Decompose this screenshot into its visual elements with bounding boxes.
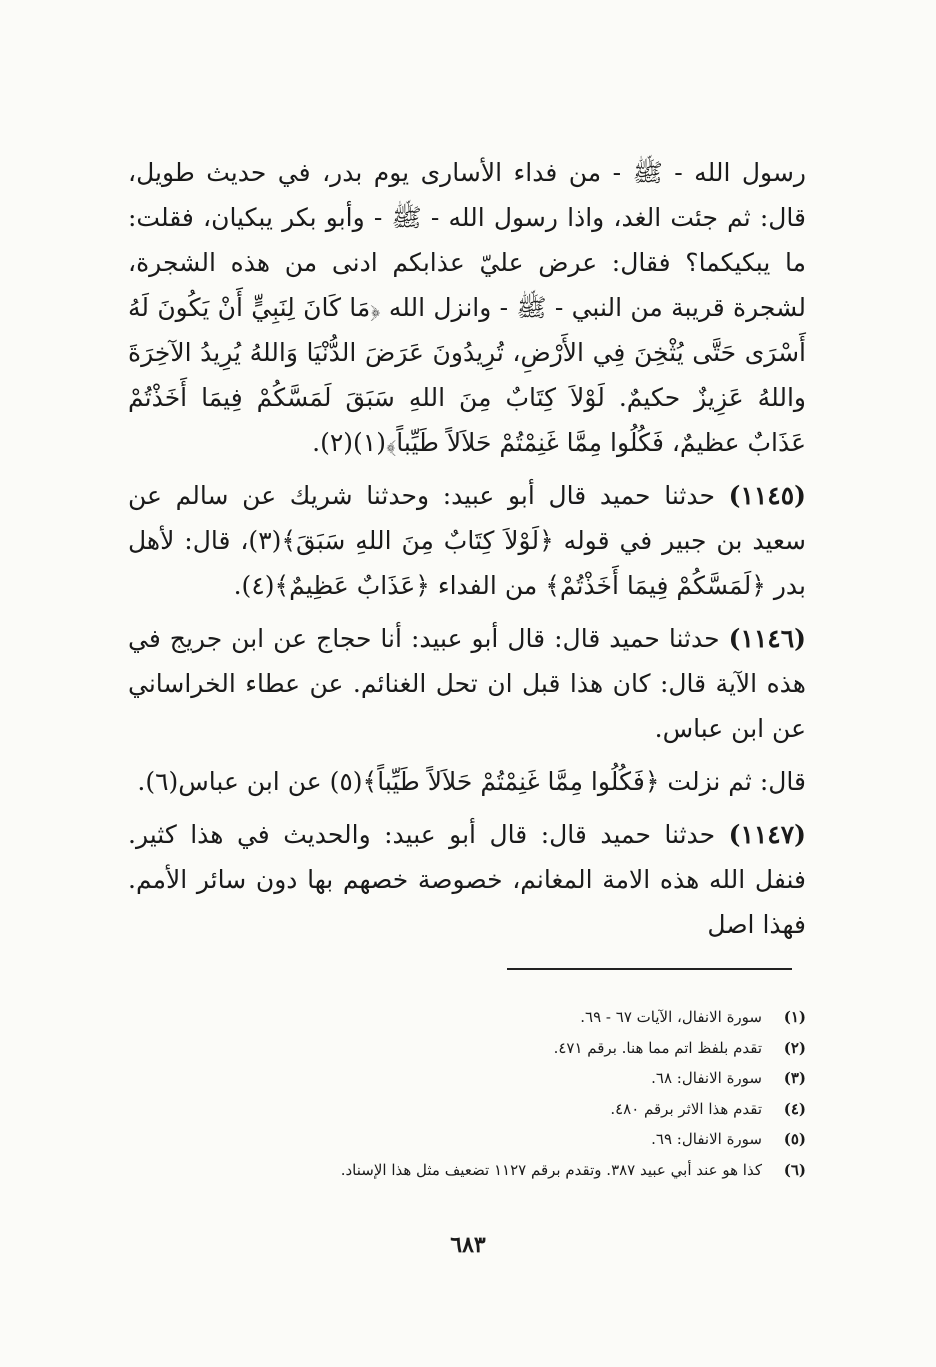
footnote-text: تقدم هذا الاثر برقم ٤٨٠. bbox=[610, 1099, 762, 1118]
hadith-text: قال: ثم نزلت bbox=[659, 767, 806, 796]
hadith-text: حدثنا حميد قال: قال أبو عبيد: والحديث في هذا كثير. فنفل الله هذه الامة المغانم، خصوصة خصهم بها دون سائر الأمم. فهذا اصل bbox=[128, 820, 806, 939]
hadith-text: حدثنا حميد قال أبو عبيد: وحدثنا شريك عن سالم عن سعيد بن جبير في قوله bbox=[128, 481, 806, 555]
hadith-text: حدثنا حميد قال: قال أبو عبيد: أنا حجاج عن ابن جريج في هذه الآية قال: كان هذا قبل ان تحل الغنائم. عن عطاء الخراساني عن ابن عباس. bbox=[128, 624, 806, 743]
footnote-refs: (١)(٢). bbox=[312, 428, 386, 457]
hadith-text: من الفداء bbox=[429, 571, 546, 600]
footnote-number: (٣) bbox=[783, 1069, 806, 1087]
footnote-text: سورة الانفال، الآيات ٦٧ - ٦٩. bbox=[580, 1008, 762, 1026]
footnote-text: سورة الانفال: ٦٨. bbox=[651, 1069, 762, 1087]
footnote-item bbox=[160, 1094, 806, 1125]
footnote-number: (٢) bbox=[783, 1038, 806, 1057]
footnote-item bbox=[160, 1155, 806, 1186]
footnote-item bbox=[160, 1033, 806, 1064]
quran-verse: ﴿عَذَابٌ عَظِيمٌ﴾ bbox=[274, 571, 430, 600]
paragraph-1147 bbox=[128, 812, 806, 947]
footnote-item bbox=[160, 1063, 806, 1094]
hadith-text: (٥) عن ابن عباس(٦). bbox=[137, 767, 363, 796]
footnote-separator bbox=[507, 968, 792, 970]
footnote-number: (٤) bbox=[783, 1099, 806, 1118]
hadith-number: (١١٤٦) bbox=[728, 624, 806, 653]
footnote-item bbox=[160, 1002, 806, 1033]
main-text bbox=[128, 150, 806, 947]
scan-artifact bbox=[78, 1300, 124, 1314]
hadith-number: (١١٤٥) bbox=[728, 481, 806, 510]
hadith-number: (١١٤٧) bbox=[728, 820, 806, 849]
footnote-number: (٥) bbox=[783, 1130, 806, 1148]
quran-verse: ﴿فَكُلُوا مِمَّا غَنِمْتُمْ حَلاَلاً طَيِّباً﴾ bbox=[362, 767, 660, 796]
page-number: ٦٨٣ bbox=[450, 1232, 486, 1258]
paragraph-1145 bbox=[128, 473, 806, 608]
footnote-text: تقدم بلفظ اتم مما هنا. برقم ٤٧١. bbox=[553, 1038, 762, 1057]
paragraph-1146 bbox=[128, 616, 806, 751]
footnote-refs: (٤). bbox=[233, 571, 275, 600]
footnote-number: (١) bbox=[783, 1008, 806, 1026]
footnote-text: سورة الانفال: ٦٩. bbox=[651, 1130, 762, 1148]
paragraph-continuation bbox=[128, 150, 806, 465]
quran-verse: ﴿لَمَسَّكُمْ فِيمَا أَخَذْتُمْ﴾ bbox=[545, 571, 766, 600]
hadith-text: رسول الله - ﷺ - من فداء الأسارى يوم بدر، في حديث طويل، قال: ثم جئت الغد، واذا رسول الله - ﷺ - وأبو بكر يبكيان، فقلت: ما يبكيكما؟ فقال: عرض عليّ عذابكم ادنى من هذه الشجرة، لشجرة قريبة من النبي - ﷺ - وانزل الله bbox=[128, 158, 806, 322]
quran-verse: ﴿لَوْلاَ كِتَابٌ مِنَ اللهِ سَبَقَ﴾ bbox=[281, 526, 554, 555]
paragraph-qal bbox=[128, 759, 806, 804]
footnote-number: (٦) bbox=[783, 1160, 806, 1179]
footnote-text: كذا هو عند أبي عبيد ٣٨٧. وتقدم برقم ١١٢٧ تضعيف مثل هذا الإسناد. bbox=[340, 1160, 762, 1179]
quran-verse: ﴿مَا كَانَ لِنَبِيٍّ أَنْ يَكُونَ لَهُ أَسْرَى حَتَّى يُثْخِنَ فِي الأَرْضِ، تُرِيدُونَ عَرَضَ الدُّنْيَا وَاللهُ يُرِيدُ الآخِرَةَ واللهُ عَزِيزٌ حكيمٌ. لَوْلاَ كِتَابٌ مِنَ اللهِ سَبَقَ لَمَسَّكُمْ فِيمَا أَخَذْتُمْ عَذَابٌ عظيمٌ، فَكُلُوا مِمَّا غَنِمْتُمْ حَلاَلاً طَيِّباً﴾ bbox=[128, 293, 806, 457]
footnote-item bbox=[160, 1124, 806, 1155]
footnotes bbox=[160, 1002, 806, 1185]
hadith-text: (٣)، قال: لأهل بدر bbox=[128, 526, 806, 600]
